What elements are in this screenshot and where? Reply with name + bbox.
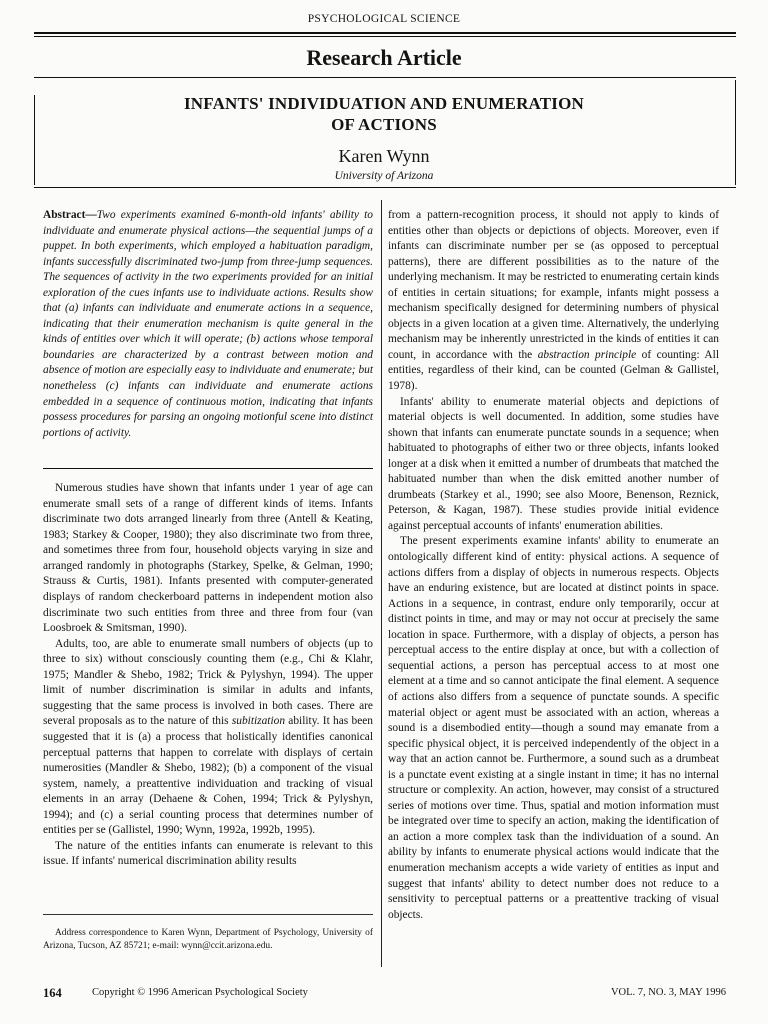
copyright-notice: Copyright © 1996 American Psychological Society (92, 987, 308, 998)
column-divider (381, 200, 382, 967)
abstract (43, 208, 373, 441)
abstract-rule (43, 468, 373, 469)
volume-info: VOL. 7, NO. 3, MAY 1996 (610, 987, 726, 998)
right-paragraph-1-italic: abstraction principle (537, 348, 637, 361)
right-paragraph-2: Infants' ability to enumerate material objects and depictions of material objects is well documented. In addition, some studies have shown that infants can enumerate punctate sounds in a sequence; when habituated to photographs of either two or three objects, infants looked longer at a disk when it emitted a number of drumbeats that matched the habituated number than when the disk emitted another number of drumbeats (Starkey et al., 1990; see also Moore, Benenson, Reznick, Peterson, & Kagan, 1987). These studies provide initial evidence against perceptual accounts of infants' enumeration abilities. (388, 395, 719, 532)
header-rule-thin (34, 36, 736, 37)
left-column (43, 208, 373, 870)
title-box-bottom-rule (34, 187, 736, 188)
right-paragraph-1 (388, 208, 719, 395)
left-paragraph-1: Numerous studies have shown that infants under 1 year of age can enumerate small sets of a range of different kinds of items. Infants discriminate two dots arranged linearly from three (Antell & Keating, 1983; Starkey & Cooper, 1980); they also discriminate two from three, and sometimes three from four, household objects varying in size and arranged randomly in photographs (Starkey, Spelke, & Gelman, 1990; Strauss & Curtis, 1981). Infants presented with computer-generated displays of random checkerboard patterns in independent motion also discriminate two such entities from three and three from four (van Loosbroek & Smitsman, 1990). (43, 482, 373, 635)
left-paragraph-2 (43, 637, 373, 839)
footnote: Address correspondence to Karen Wynn, Department of Psychology, University of Arizona, Tucson, AZ 85721; e-mail: wynn@ccit.arizona.edu. (43, 928, 373, 951)
left-paragraph-2-italic: subitization (231, 715, 286, 728)
journal-name: PSYCHOLOGICAL SCIENCE (307, 13, 461, 25)
page-number: 164 (43, 986, 62, 1000)
header-rule-thick (34, 32, 736, 34)
left-paragraph-2-text-a: Adults, too, are able to enumerate small numbers of objects (up to three to six) without consciously counting them (e.g., Chi & Klahr, 1975; Mandler & Shebo, 1982; Trick & Pylyshyn, 1994). The upper limit of number discrimination is similar in adults and infants, suggesting that the same process is involved in both cases. There are several proposals as to the nature of this (43, 637, 373, 728)
right-paragraph-3: The present experiments examine infants' ability to enumerate an ontologically different kind of entity: physical actions. A sequence of actions differs from a display of objects in numerous respects. Objects have an enduring existence, but are located at distinct points in space. Actions in a sequence, in contrast, endure only temporarily, occur at distinct points in time, and may or may not occur at precisely the same location in space. Furthermore, with a display of objects, a person has perceptual access to the entire display at once, but with a collection of sequential actions, a person has perceptual access to at most one element at a time and so cannot anticipate the final element. A sequence of actions also differs from a sequence of punctate sounds. A specific material object or agent must be associated with an action, whereas a sound is a disembodied entity—though a sound may emanate from a specific physical object, it is perceived independently of the object in a way that an action cannot be. Furthermore, a sound such as a drumbeat is a punctate event existing at a single instant in time; it has no internal structure or complexity. An action, however, may consist of a structured series of motions over time. Thus, spatial and motion information must be integrated over time to specify an action, making the identification of an action a more complex task than the individuation of a sound. An ability by infants to enumerate physical actions would indicate that the enumeration mechanism accepts a wide variety of entities as input and suggest that infants' ability to detect number does not reduce to a sensitivity to perceptual patterns or a preattentive tracking of visual objects. (388, 535, 719, 921)
left-paragraph-3: The nature of the entities infants can enumerate is relevant to this issue. If infants' numerical discrimination ability results (43, 839, 373, 868)
author-affiliation: University of Arizona (334, 170, 434, 182)
right-paragraph-1-text-b: of counting: All entities, regardless of their kind, can be counted (Gelman & Gallistel, 1978). (388, 348, 719, 393)
article-title-line-2: OF ACTIONS (331, 115, 437, 134)
article-title-line-1: INFANTS' INDIVIDUATION AND ENUMERATION (183, 94, 585, 113)
left-paragraph-2-text-b: ability. It has been suggested that it is (a) a process that holistically identifies canonical perceptual patterns that happen to correlate with displays of certain numerosities (Mandler & Shebo, 1982); (b) a component of the visual system, namely, a preattentive individuation and tracking of visual elements in an array (Dehaene & Cohen, 1994; Trick & Pylyshyn, 1994); and (c) a serial counting process that determines number of entities per se (Gallistel, 1990; Wynn, 1992a, 1992b, 1995). (43, 715, 373, 837)
abstract-text: Two experiments examined 6-month-old infants' ability to individuate and enumerate physical actions—the sequential jumps of a puppet. In both experiments, which employed a habituation paradigm, infants successfully discriminated two-jump from three-jump sequences. The sequences of activity in the two experiments provided for an initial exploration of the cues infants use to individuate actions. Results show that (a) infants can individuate and enumerate actions in a sequence, indicating that their enumeration mechanism is quite general in the kinds of entities over which it will operate; (b) actions whose temporal boundaries are characterized by a contrast between motion and absence of motion are especially easy to individuate and enumerate; but nonetheless (c) infants can individuate and enumerate actions embedded in a sequence of continuous motion, indicating that infants possess procedures for parsing an ongoing motionful scene into distinct portions of activity. (43, 209, 373, 439)
section-rule (34, 77, 736, 78)
right-column (388, 208, 719, 923)
article-title (100, 93, 668, 135)
right-paragraph-1-text-a: from a pattern-recognition process, it should not apply to kinds of entities other than objects or depictions of objects. Moreover, even if infants can discriminate number per se (as opposed to perceptual patterns), there are different possibilities as to the nature of the underlying mechanism. It may be restricted to enumerating certain kinds of entities in certain situations; for example, infants might possess a mechanism specifically designed for determining numbers of physical objects in a given location at a given time. Alternatively, the underlying mechanism may be inherently unrestricted in the kinds of entities it can count, in accordance with the (388, 209, 719, 361)
abstract-lead: Abstract— (43, 209, 97, 221)
footnote-rule (43, 914, 373, 915)
author-name: Karen Wynn (338, 146, 430, 166)
section-title: Research Article (306, 45, 462, 70)
